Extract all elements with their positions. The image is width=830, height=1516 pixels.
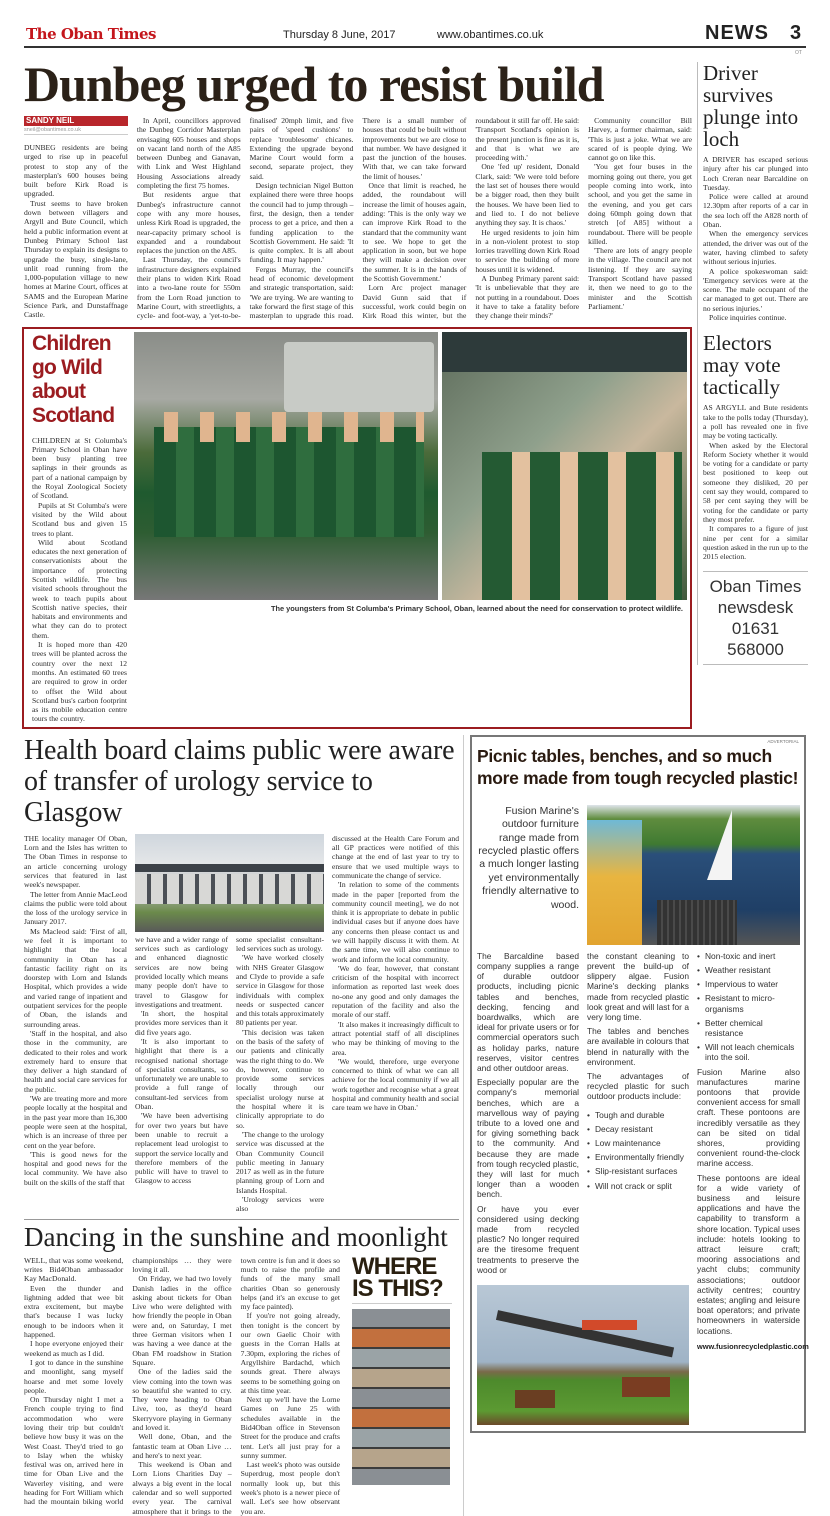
health-headline: Health board claims public were aware of transfer of urology service to Glasgow (24, 734, 455, 828)
children-headline: Children go Wild about Scotland (32, 331, 115, 427)
list-item: • Will not crack or split (587, 1181, 689, 1191)
paragraph: Police were called at around 12.30pm after reports of a car in the sea loch off the A828 north of Oban. (703, 192, 808, 230)
newsdesk-phone[interactable]: 01631 568000 (727, 619, 784, 660)
paragraph: I got to dance in the sunshine and moonlight, sang myself hoarse and met some lovely people. (24, 1357, 124, 1395)
paragraph: It is hoped more than 420 trees will be planted across the country over the next 12 months. An estimated 60 trees are required to grow in order to offset the Wild about Scotland bus's carbon footprint as its mobile education centre tours the country. (32, 640, 127, 724)
paragraph: 'We have been advertising for over two years but have been unable to recruit a replacement lead urologist to support the service locally and therefore members of the public will have to travel to Glasgow to access (135, 1111, 228, 1186)
pontoon-sailing-photo (587, 805, 800, 945)
paragraph: One of the ladies said the view coming into the town was so beautiful she wanted to cry. They were heading to Oban Live, too, as they'd heard Skerryvore playing in Germany and loved it. (132, 1367, 232, 1432)
byline: SANDY NEIL (24, 116, 128, 126)
paragraph: A police spokeswoman said: 'Emergency services were at the scene. The male occupant of the car managed to get out. There are no serious injuries.' (703, 266, 808, 313)
electors-headline: Electors may vote tactically (703, 331, 781, 400)
paragraph: 'You get four buses in the morning going out there, you get people coming into work, into school, and you get the same in the evening, and you get cars doing 60mph going down that stretch [of A85] without a roundabout. There will be people killed. (588, 162, 692, 246)
paragraph: the constant cleaning to prevent the build-up of slippery algae. Fusion Marine's decking planks made from recycled plastic look great and will last for a very long time. (587, 950, 689, 1022)
electors-story (703, 332, 808, 561)
driver-story (703, 62, 808, 322)
paragraph: The letter from Annie MacLeod claims the public were told about the loss of the urology service in January 2017. (24, 889, 127, 927)
children-text-column (27, 332, 127, 724)
list-item: • Tough and durable (587, 1110, 689, 1120)
paragraph: 'In short, the hospital provides more services than it did five years ago. (135, 1009, 228, 1037)
paragraph: 'This decision was taken on the basis of the safety of our patients and clinically was the right thing to do. We do, however, continue to provide some services locally through our specialist urology nurse at the hospital where it is clinically appropriate to do so. (236, 1027, 324, 1130)
paragraph: Especially popular are the company's memorial benches, which are a marvellous way of paying tribute to a loved one and for giving something back to the community. And because they are made from tough recycled plastic, they will last for much longer than a wooden bench. (477, 1077, 579, 1200)
lead-headline: Dunbeg urged to resist build (24, 56, 604, 112)
children-photo-left (134, 332, 438, 600)
health-column-1 (24, 834, 127, 1214)
paragraph: It compares to a figure of just nine per cent for a similar question asked in the run up to the 2015 election. (703, 524, 808, 562)
children-body (32, 436, 127, 724)
paragraph: Fusion Marine also manufactures marine pontoons that provide convenient access for small craft. These pontoons are incredibly versatile as they can be sited on tidal shores, providing convenient round-the-clock marine access. (697, 1066, 800, 1169)
advert-intro: Fusion Marine's outdoor furniture range made from recycled plastic offers a much longer lasting yet environmentally friendly alternative to wood. (478, 804, 579, 911)
paragraph: Ms Macleod said: 'First of all, we feel it is important to highlight that the local community in Oban has a fantastic facility right on its doorstep with Lorn and Islands Hospital, which provides a wide and varied range of inpatient and outpatient services for the people of Oban, the islands and surrounding areas. (24, 926, 127, 1029)
byline-email[interactable]: sneil@obantimes.co.uk (24, 127, 128, 135)
paragraph: DUNBEG residents are being urged to rise up in peaceful protest to stop any of the masterplan's 600 houses being built before Kirk Road is upgraded. (24, 143, 128, 199)
paragraph: THE locality manager Of Oban, Lorn and the Isles has written to The Oban Times in response to an article concerning urology services that featured in last week's newspaper. (24, 833, 127, 890)
paragraph: AS ARGYLL and Bute residents take to the polls today (Thursday), a poll has revealed one in five may be voting tactically. (703, 403, 808, 441)
issue-date: Thursday 8 June, 2017 (283, 29, 396, 41)
newsdesk-line1: Oban Times (709, 577, 802, 597)
paragraph: Trust seems to have broken down between villagers and Argyll and Bute Council, which held a public information event at Dunbeg Primary School last Thursday to explain its designs to upgrade the busy, single-lane, unlit road running from the 1,000-population village to new homes at Marine Court, offices at SAMS and the European Marine Science Park, and Dunstaffnage Castle. (24, 198, 128, 320)
dancing-body (24, 1256, 340, 1516)
paragraph: 'There are lots of angry people in the village. The council are not listening. If they are saying Transport Scotland have passed it, then we need to go to the minister and the Scottish Parliament.' (588, 246, 692, 311)
paragraph: Last Thursday, the council's infrastructure designers explained their plans to widen Kirk Road into a two-lane route for 550m from the Lorn Road junction to Marine Court, with streetlights, a cycle- and foot-way, a 'yet-to-be-finalised' 20mph limit, and five pairs of 'speed cushions' to replace 'troublesome' chicanes. Extending the upgrade beyond Marine Court would form a second, separate project, they said. (136, 116, 354, 321)
paragraph: CHILDREN at St Columba's Primary School in Oban have been busy planting tree saplings in their grounds as part of a national campaign by the Royal Zoological Society of Scotland. (32, 435, 127, 501)
mystery-wall-photo (352, 1309, 450, 1485)
dancing-headline: Dancing in the sunshine and moonlight (24, 1221, 448, 1252)
paragraph: When asked by the Electoral Reform Society whether it would be voting for a candidate or party best positioned to keep out someone they disliked, 20 per cent say they would, compared to 58 per cent saying they will be voting for the candidate or party they most prefer. (703, 440, 808, 524)
section-divider (24, 1219, 459, 1220)
paragraph: Police inquiries continue. (709, 313, 787, 323)
paragraph: On Thursday night I met a French couple trying to find accommodation who were loving their trip but couldn't believe how busy it was on the West Coast. They'd tried to go to Islay when the whisky festival was on, arrived here in time for Oban Live and the Waverley visiting, and were heading for Fort William which had the mountain biking world championships … they were loving it all. (24, 1255, 232, 1507)
paragraph: I hope everyone enjoyed their weekend as much as I did. (24, 1339, 124, 1358)
top-row (22, 56, 808, 729)
list-item: • Weather resistant (697, 965, 800, 975)
bottom-left-column (22, 735, 464, 1516)
paragraph: 'We are treating more and more people locally at the hospital and in the past year more than 16,300 people were seen at the hospital, which is an increase of three per cent on the year before. (24, 1094, 127, 1150)
paragraph: Next up we'll have the Lorne Games on June 25 with schedules available in the Bid4Oban office in Stevenson Street for the produce and crafts tent. Let's all just pray for a sunny summer. (240, 1395, 340, 1460)
health-column-4 (332, 834, 459, 1214)
main-column (22, 56, 692, 729)
driver-headline: Driver survives plunge into loch (703, 61, 799, 151)
advertorial-box (470, 735, 809, 1433)
paragraph: The Barcaldine based company supplies a range of durable outdoor products, including picnic tables and benches, decking, fencing and boardwalks, which are ideal for private users or for commercial operators such as holiday parks, nature reserves, visitor centres and other outdoor areas. (477, 950, 579, 1073)
paragraph: The advantages of recycled plastic for such outdoor products include: (587, 1070, 689, 1102)
children-photo-caption: The youngsters from St Columba's Primary School, Oban, learned about the need for conservation to protect wildlife. (270, 603, 683, 613)
paragraph: The tables and benches are available in colours that blend in naturally with the environment. (587, 1026, 689, 1067)
electors-body (703, 403, 808, 561)
picnic-bench-photo (477, 1285, 689, 1425)
list-item: • Impervious to water (697, 979, 800, 989)
list-item: • Low maintenance (587, 1138, 689, 1148)
right-sidebar (697, 62, 808, 665)
newsdesk-line2: newsdesk (717, 598, 794, 618)
list-item: • Better chemical resistance (697, 1018, 800, 1038)
health-column-3 (236, 935, 324, 1214)
paragraph: In April, councillors approved the Dunbeg Corridor Masterplan envisaging 605 houses and shops on vacant land north of the A85 between Dunbeg and Ganavan, with Link and West Highland Housing Associations already completing the first 75 homes. (136, 116, 241, 191)
paragraph: He urged residents to join him in a non-violent protest to stop lorries travelling down Kirk Road to service the building of more houses until it is widened. (475, 227, 580, 274)
page-tag: OT (795, 50, 802, 56)
paragraph: When the emergency services attended, the driver was out of the water, having climbed to safety without serious injuries. (703, 229, 808, 267)
paragraph: Last week's photo was outside Superdrug, most people don't normally look up, but this week's photo is a newer piece of wall. Let's see how observant you are. (240, 1460, 340, 1516)
paragraph: 'We have worked closely with NHS Greater Glasgow and Clyde to provide a safe service in Glasgow for those individuals with complex needs or suspected cancer and this totals approximately 80 patients per year. (236, 953, 324, 1028)
paragraph: Community councillor Bill Harvey, a former chairman, said: 'This is just a joke. What we are scared of is people dying. We cannot go on like this. (588, 116, 692, 163)
paragraph: Even the thunder and lightning added that wee bit extra excitement, but maybe that's because I was lucky enough to be indoors when it happened. (24, 1283, 124, 1340)
paragraph: 'It also makes it increasingly difficult to attract potential staff of all disciplines who may be thinking of moving to the area. (332, 1019, 459, 1057)
advantages-list-1 (587, 1110, 689, 1191)
advert-body (477, 804, 809, 1425)
paragraph: Lorn Arc project manager David Gunn said that if successful, work could begin on Kirk Road this winter, but the roundabout it still far off. He said: 'Transport Scotland's opinion is the present junction is fine as it is, and that is what we are proceeding with.' (362, 116, 580, 321)
list-item: • Resistant to micro-organisms (697, 993, 800, 1013)
health-column-2 (135, 935, 228, 1214)
where-is-this-heading (352, 1252, 452, 1302)
paragraph: 'The change to the urology service was discussed at the Oban Community Council public meeting in January 2017 as well as in the future planning group of Lorn and Islands Hospital. (236, 1129, 324, 1195)
children-photos (134, 332, 687, 613)
where-line-1: WHERE (352, 1252, 437, 1280)
paragraph: Or have you ever considered using decking made from recycled plastic? No longer required are the tiresome frequent treatments to preserve the wood or (477, 1203, 579, 1275)
where-is-this-block (352, 1252, 452, 1485)
paragraph: But residents argue that Dunbeg's infrastructure cannot cope with any more houses, unless Kirk Road is upgraded, the near-capacity primary school is expanded and a roundabout replaces the junction on the A85. (136, 190, 241, 256)
lead-paragraphs (24, 116, 692, 321)
list-item: • Decay resistant (587, 1124, 689, 1134)
paragraph: 'This is good news for the hospital and good news for the local community. We have also built on the skills of the staff that (24, 1149, 127, 1187)
paragraph: discussed at the Health Care Forum and all GP practices were notified of this change at the end of last year to try to ensure that we used multiple ways to communicate the change of service. (332, 833, 459, 880)
paragraph: 'We do fear, however, that constant criticism of the hospital with incorrect information as reported last week does no-one any good and only damages the reputation of the facility and also the morale of our staff. (332, 963, 459, 1020)
list-item: • Slip-resistant surfaces (587, 1166, 689, 1176)
paragraph: Once that limit is reached, he added, the roundabout will increase the limit of houses again, adding: 'This is the only way we can improve Kirk Road to the standard that the community want to see. We hope to get the application in soon, but we hope they will make a decision over the summer. It is in the hands of the Scottish Government.' (362, 181, 467, 284)
website-link[interactable]: www.obantimes.co.uk (437, 29, 544, 41)
lead-article-body (24, 116, 692, 321)
advert-headline: Picnic tables, benches, and so much more made from tough recycled plastic! (477, 745, 799, 788)
section-label: NEWS (705, 22, 769, 44)
health-article-body (24, 834, 459, 1214)
advert-column-1 (477, 951, 579, 1279)
paragraph: 'It is also important to highlight that there is a recognised national shortage of specialist consultants, so unfortunately we are unable to provide a full range of consultant-led services from Oban. (135, 1037, 228, 1112)
paragraph: Fergus Murray, the council's head of economic development and strategic transportation, said: 'We are trying. We are wanting to take forward the first stage of this masterplan to upgrade this road. There is a small number of houses that could be built without improvements but we are close to that number. We have designed it past the junction of the houses. With that, we can take forward the limit of houses.' (249, 116, 467, 321)
newsdesk-box (703, 571, 808, 665)
paragraph: On Friday, we had two lovely Danish ladies in the office asking about tickets for Oban Live who were delighted with how friendly the people in Oban were and, on Saturday, I met three German visitors when I was having a wee dance at the Oban FM roadshow in Station Square. (132, 1274, 232, 1367)
driver-body (703, 155, 808, 322)
hospital-photo (135, 834, 324, 932)
paragraph: These pontoons are ideal for a wide variety of business and leisure applications and have the capability to transform a shore location. Typical uses include: hotels looking to attract leisure craft; mooring associations and yacht clubs; community associations; outdoor activity centres; country estates; angling and leisure boat operators; and private homeowners in waterside locations. (697, 1172, 800, 1336)
advert-column-3 (697, 950, 809, 1425)
paragraph: If you're not going already, then tonight is the concert by our own Gaelic Choir with guests in the Corran Halls at 7.30pm, exploring the riches of Argyllshire Bardachd, which sounds great. There always seems to be something going on at this time year. (240, 1311, 340, 1395)
advert-column-2 (587, 951, 689, 1279)
list-item: • Non-toxic and inert (697, 951, 800, 961)
paragraph: Pupils at St Columba's were visited by the Wild about Scotland bus and given 15 trees to plant. (32, 500, 127, 538)
where-line-2: IS THIS? (352, 1274, 443, 1302)
paragraph: some specialist consultant-led services such as urology. (236, 934, 324, 954)
list-item: • Will not leach chemicals into the soil. (697, 1042, 800, 1062)
paragraph: Wild about Scotland educates the next generation of conservationists about the importance of protecting Scottish wildlife. The bus visited schools throughout the week to teach pupils about Scottish native species, their habitats and environments and what they can do to protect them. (32, 537, 127, 640)
paragraph: 'Staff in the hospital, and also those in the community, are dedicated to their roles and work extremely hard to ensure that they deliver a high standard of health and social care services for the public. (24, 1028, 127, 1094)
where-rule (352, 1303, 452, 1304)
paragraph: we have and a wider range of services such as cardiology and enhanced diagnostic services are now being provided locally which means many people don't have to travel to Glasgow for investigations and treatment. (135, 934, 228, 1009)
list-item: • Environmentally friendly (587, 1152, 689, 1162)
advert-column-3-text (697, 1067, 800, 1336)
advert-website-link[interactable]: www.fusionrecycledplastic.com (697, 1341, 809, 1351)
children-photo-right (442, 332, 687, 600)
paragraph: 'In relation to some of the comments made in the paper [reported from the community council meeting], we do not think it is appropriate to debate in public individual cases but if anyone does have any concerns then please contact us and we will happily discuss it with them. At the same time, we will also continue to work and inform the local community. (332, 880, 459, 964)
paragraph: A Dunbeg Primary parent said: 'It is unbelievable that they are not putting in a roundabout. Does it have to take a fatality before they change their minds?' (475, 274, 580, 321)
page-number: 3 (790, 22, 802, 44)
children-feature-box (22, 327, 692, 729)
paragraph: A DRIVER has escaped serious injury after his car plunged into Loch Creran near Barcaldine on Tuesday. (703, 155, 808, 192)
paragraph: One 'fed up' resident, Donald Clark, said: 'We were told before the last set of houses there would be a bigger road, then they built the houses. We have been lied to and lied to. I do not believe anything they say. It is chaos.' (475, 162, 580, 228)
dancing-article (24, 1252, 459, 1516)
paragraph: WELL, that was some weekend, writes Bid4Oban ambassador Kay MacDonald. (24, 1255, 124, 1284)
newspaper-logo: The Oban Times (26, 25, 156, 43)
bottom-row (22, 735, 808, 1516)
paragraph: 'Urology services were also (236, 1195, 324, 1214)
advertorial-label: ADVERTORIAL (767, 738, 799, 744)
masthead-rule (24, 46, 806, 48)
paragraph: 'We would, therefore, urge everyone concerned to think of what we can all achieve for the local community if we all work together and recognise what a great hospital and community health and social care team we have in Oban.' (332, 1056, 459, 1113)
advantages-list-2 (697, 951, 800, 1063)
paragraph: This weekend is Oban and Lorn Lions Charities Day – always a big event in the local calendar and so well supported every year. The carnival atmosphere that it brings to the town centre is fun and it does so much to raise the profile and funds of the many small charities Oban so generously helps (and it's an excuse to get my face painted). (132, 1255, 340, 1516)
page-content (22, 56, 808, 1516)
paragraph: Well done, Oban, and the fantastic team at Oban Live … and here's to next year. (132, 1432, 232, 1460)
advert-column-2-text (587, 951, 689, 1102)
paragraph: Design technician Nigel Button explained there were three hoops the council had to jump through – first, the design, then a tender process to get a price, and then a funding application to the Scottish Government. He said: 'It is quite complex. It is all about funding. It may happen.' (249, 181, 354, 265)
